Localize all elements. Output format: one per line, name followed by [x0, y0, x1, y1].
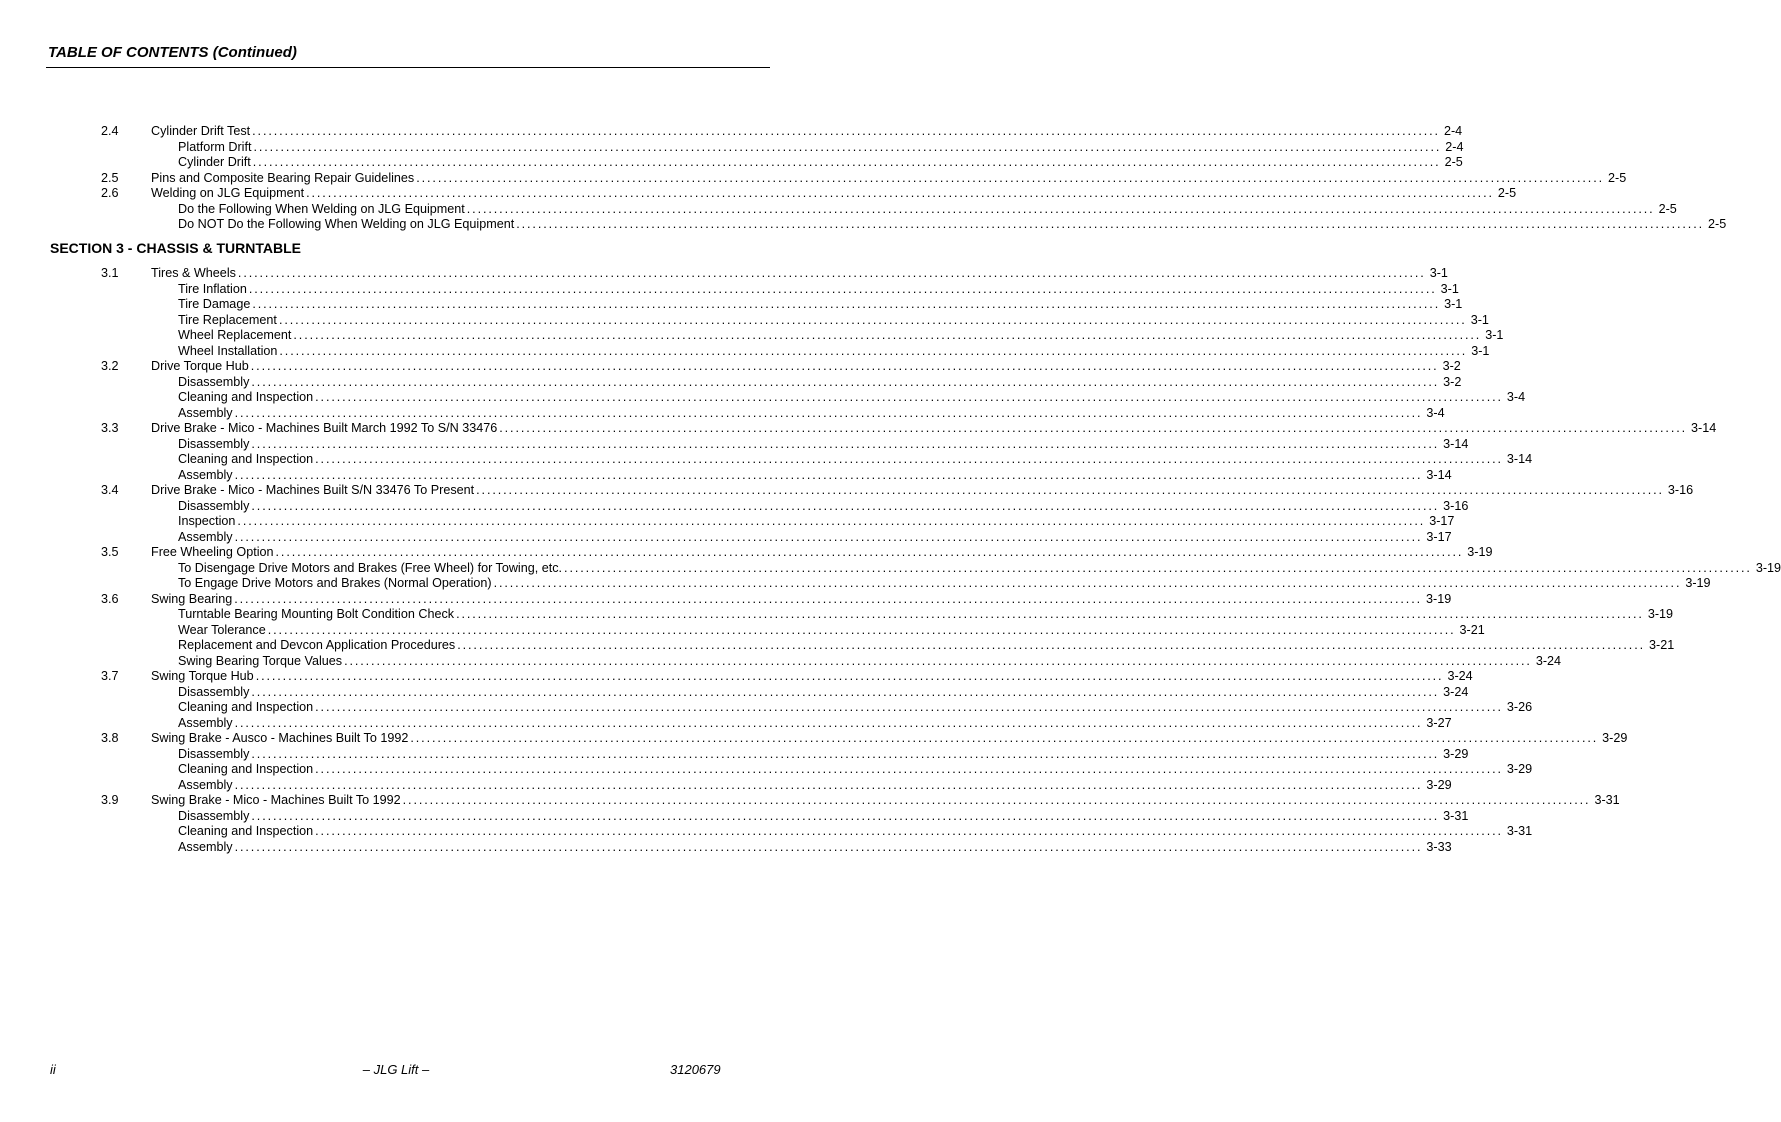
toc-entry-link[interactable] — [178, 405, 1445, 422]
toc-entry-page: 3-1 — [1440, 281, 1459, 296]
toc-entry-title: Cylinder Drift — [178, 155, 251, 169]
toc-entry — [0, 312, 1489, 329]
toc-dot-leader: ............................................................................................................................................................................................................................ — [234, 529, 1423, 544]
toc-entry-link[interactable] — [151, 359, 1461, 375]
toc-entry-link[interactable] — [178, 777, 1452, 794]
toc-dot-leader: ............................................................................................................................................................................................................................ — [234, 839, 1423, 854]
toc-entry-link[interactable] — [178, 217, 1727, 233]
toc-entry-link[interactable] — [178, 560, 1781, 577]
toc-entry — [0, 777, 1452, 794]
toc-entry-link[interactable] — [151, 124, 1463, 140]
toc-entry-page: 3-19 — [1755, 560, 1781, 575]
toc-entry — [0, 201, 1677, 218]
toc-entry-number: 3.8 — [101, 731, 119, 745]
toc-entry — [0, 731, 1628, 747]
toc-entry-title: Drive Brake - Mico - Machines Built S/N 33476 To Present — [151, 483, 475, 497]
toc-entry-title: Swing Torque Hub — [151, 669, 254, 683]
toc-entry — [0, 684, 1469, 701]
toc-entry-number: 3.9 — [101, 793, 119, 807]
toc-entry-page: 3-17 — [1429, 514, 1455, 528]
toc-entry-page: 2-4 — [1443, 124, 1463, 138]
toc-entry — [0, 390, 1526, 406]
toc-entry-link[interactable] — [178, 622, 1485, 639]
toc-entry-link[interactable] — [178, 374, 1462, 391]
toc-dot-leader: ............................................................................................................................................................................................................................ — [516, 217, 1705, 231]
toc-entry-link[interactable] — [178, 155, 1463, 171]
toc-entry — [0, 653, 1562, 670]
toc-entry — [0, 124, 1463, 140]
toc-entry-page: 3-14 — [1426, 467, 1452, 482]
toc-dot-leader: ............................................................................................................................................................................................................................ — [344, 653, 1532, 668]
section-heading: SECTION 3 - CHASSIS & TURNTABLE — [50, 240, 301, 256]
toc-entry-page: 2-5 — [1658, 201, 1677, 216]
toc-entry — [0, 560, 1781, 577]
toc-entry-title: Do NOT Do the Following When Welding on JLG Equipment — [178, 217, 515, 231]
toc-entry-number: 3.3 — [101, 421, 119, 435]
toc-entry-page: 3-1 — [1471, 343, 1490, 358]
toc-entry — [0, 529, 1452, 546]
toc-entry-page: 3-26 — [1506, 700, 1533, 714]
toc-entry — [0, 498, 1469, 515]
toc-entry-page: 3-1 — [1444, 297, 1463, 311]
toc-entry-title: Disassembly — [178, 746, 250, 761]
toc-entry-number: 2.5 — [101, 170, 119, 185]
toc-entry-link[interactable] — [178, 808, 1469, 825]
toc-entry-page: 3-31 — [1506, 824, 1533, 838]
toc-entry-link[interactable] — [151, 591, 1452, 608]
toc-entry — [0, 170, 1627, 187]
toc-entry-page: 3-1 — [1429, 266, 1448, 280]
toc-entry — [0, 281, 1459, 298]
toc-dot-leader: ............................................................................................................................................................................................................................ — [251, 808, 1440, 823]
toc-entry-page: 3-24 — [1447, 669, 1473, 683]
toc-entry — [0, 217, 1727, 233]
toc-entry-title: Swing Brake - Ausco - Machines Built To 1992 — [151, 731, 409, 745]
toc-dot-leader: ............................................................................................................................................................................................................................ — [315, 452, 1503, 466]
toc-entry-link[interactable] — [151, 186, 1517, 202]
toc-dot-leader: ............................................................................................................................................................................................................................ — [275, 545, 1464, 559]
toc-entry-page: 3-14 — [1506, 452, 1533, 466]
toc-entry-link[interactable] — [178, 514, 1455, 530]
toc-dot-leader: ............................................................................................................................................................................................................................ — [234, 405, 1423, 420]
toc-entry-page: 3-29 — [1602, 731, 1628, 745]
toc-entry-page: 3-21 — [1649, 638, 1675, 652]
toc-dot-leader: ............................................................................................................................................................................................................................ — [251, 498, 1440, 513]
toc-entry — [0, 297, 1463, 313]
toc-entry-title: Pins and Composite Bearing Repair Guidelines — [151, 170, 415, 185]
toc-entry-title: Assembly — [178, 467, 233, 482]
toc-entry-page: 3-29 — [1426, 777, 1452, 792]
toc-entry-link[interactable] — [178, 452, 1533, 468]
toc-entry-link[interactable] — [178, 201, 1677, 218]
toc-entry — [0, 762, 1533, 778]
toc-dot-leader: ............................................................................................................................................................................................................................ — [253, 139, 1442, 154]
toc-dot-leader: ............................................................................................................................................................................................................................ — [410, 731, 1599, 745]
toc-entry-title: Assembly — [178, 529, 233, 544]
toc-entry-link[interactable] — [178, 498, 1469, 515]
toc-entry-page: 3-16 — [1443, 498, 1469, 513]
toc-dot-leader: ............................................................................................................................................................................................................................ — [250, 359, 1439, 373]
toc-entry — [0, 359, 1461, 375]
toc-entry-title: Disassembly — [178, 808, 250, 823]
toc-entry — [0, 824, 1533, 840]
toc-entry-page: 3-19 — [1647, 607, 1674, 621]
toc-entry-page: 3-33 — [1426, 839, 1452, 854]
page-header-title: TABLE OF CONTENTS (Continued) — [48, 44, 297, 61]
toc-entry-link[interactable] — [178, 312, 1489, 329]
toc-entry-link[interactable] — [178, 529, 1452, 546]
toc-entry-page: 2-5 — [1608, 170, 1627, 185]
toc-entry-title: Turntable Bearing Mounting Bolt Condition Check — [178, 607, 455, 621]
toc-entry-title: Replacement and Devcon Application Procedures — [178, 638, 456, 652]
toc-dot-leader: ............................................................................................................................................................................................................................ — [237, 266, 1426, 280]
toc-entry-title: Cleaning and Inspection — [178, 700, 314, 714]
toc-entry — [0, 700, 1533, 716]
toc-entry-title: Tire Inflation — [178, 281, 247, 296]
toc-entry-link[interactable] — [178, 139, 1464, 156]
toc-entry-link[interactable] — [178, 762, 1533, 778]
toc-entry-link[interactable] — [151, 266, 1448, 282]
toc-dot-leader: ............................................................................................................................................................................................................................ — [315, 700, 1503, 714]
toc-entry-title: Welding on JLG Equipment — [151, 186, 305, 200]
toc-dot-leader: ............................................................................................................................................................................................................................ — [252, 124, 1440, 138]
toc-dot-leader: ............................................................................................................................................................................................................................ — [315, 762, 1503, 776]
toc-entry-page: 3-2 — [1443, 374, 1462, 389]
toc-entry-page: 2-5 — [1497, 186, 1517, 200]
toc-entry-page: 3-16 — [1667, 483, 1694, 497]
toc-entry-page: 3-19 — [1426, 591, 1452, 606]
toc-entry-link[interactable] — [178, 715, 1452, 732]
toc-entry — [0, 436, 1469, 453]
toc-entry-link[interactable] — [178, 653, 1562, 670]
toc-entry-title: Assembly — [178, 715, 233, 730]
toc-entry-title: Disassembly — [178, 498, 250, 513]
toc-dot-leader: ............................................................................................................................................................................................................................ — [466, 201, 1655, 216]
toc-entry-page: 3-27 — [1426, 715, 1452, 730]
toc-entry-link[interactable] — [178, 607, 1674, 623]
toc-entry-link[interactable] — [151, 170, 1627, 187]
toc-entry-page: 3-24 — [1535, 653, 1562, 668]
toc-entry-link[interactable] — [178, 343, 1490, 360]
toc-entry — [0, 266, 1448, 282]
toc-dot-leader: ............................................................................................................................................................................................................................ — [279, 343, 1468, 358]
toc-entry — [0, 514, 1455, 530]
toc-entry-number: 3.2 — [101, 359, 119, 373]
toc-entry-link[interactable] — [151, 793, 1620, 809]
toc-entry — [0, 483, 1694, 499]
toc-list-section-2 — [0, 124, 1727, 233]
toc-entry-link[interactable] — [178, 281, 1459, 298]
toc-entry-number: 2.4 — [101, 124, 119, 138]
toc-entry-page: 3-4 — [1426, 405, 1445, 420]
toc-entry-title: Tire Damage — [178, 297, 251, 311]
toc-entry-link[interactable] — [151, 669, 1473, 685]
toc-entry-title: Disassembly — [178, 436, 250, 451]
toc-entry — [0, 467, 1452, 484]
toc-entry — [0, 638, 1675, 654]
toc-entry — [0, 715, 1452, 732]
toc-entry-page: 3-31 — [1443, 808, 1469, 823]
toc-entry-page: 3-24 — [1443, 684, 1469, 699]
toc-entry-link[interactable] — [178, 328, 1504, 344]
toc-entry-link[interactable] — [178, 824, 1533, 840]
toc-entry — [0, 591, 1452, 608]
toc-entry-title: To Engage Drive Motors and Brakes (Normal Operation) — [178, 576, 492, 590]
toc-entry — [0, 405, 1445, 422]
footer-center-title: – JLG Lift – — [362, 1062, 430, 1077]
toc-entry — [0, 545, 1493, 561]
toc-entry-page: 3-19 — [1685, 576, 1711, 590]
toc-entry — [0, 343, 1490, 360]
toc-dot-leader: ............................................................................................................................................................................................................................ — [564, 560, 1752, 575]
toc-entry-page: 3-19 — [1467, 545, 1493, 559]
toc-entry-link[interactable] — [151, 545, 1493, 561]
toc-entry-title: Swing Bearing Torque Values — [178, 653, 343, 668]
toc-entry — [0, 839, 1452, 856]
toc-entry-number: 3.4 — [101, 483, 119, 497]
toc-dot-leader: ............................................................................................................................................................................................................................ — [457, 638, 1646, 652]
toc-entry-page: 3-1 — [1470, 312, 1489, 327]
toc-entry-page: 3-14 — [1691, 421, 1717, 435]
toc-entry-page: 3-21 — [1459, 622, 1485, 637]
toc-entry-title: Drive Brake - Mico - Machines Built March 1992 To S/N 33476 — [151, 421, 498, 435]
toc-entry-title: Do the Following When Welding on JLG Equipment — [178, 201, 465, 216]
toc-entry-title: Cleaning and Inspection — [178, 452, 314, 466]
toc-entry-title: Assembly — [178, 777, 233, 792]
toc-entry-page: 3-17 — [1426, 529, 1452, 544]
toc-entry-title: Cleaning and Inspection — [178, 762, 314, 776]
toc-entry — [0, 139, 1464, 156]
toc-dot-leader: ............................................................................................................................................................................................................................ — [252, 155, 1441, 169]
toc-entry — [0, 374, 1462, 391]
footer-doc-number: 3120679 — [670, 1062, 721, 1077]
toc-entry-title: Platform Drift — [178, 139, 252, 154]
toc-entry-page: 2-5 — [1708, 217, 1727, 231]
toc-entry-title: Wear Tolerance — [178, 622, 266, 637]
toc-entry — [0, 622, 1485, 639]
toc-entry-title: Inspection — [178, 514, 236, 528]
header-rule — [46, 67, 770, 68]
toc-entry-page: 3-29 — [1506, 762, 1533, 776]
toc-entry — [0, 155, 1463, 171]
toc-dot-leader: ............................................................................................................................................................................................................................ — [251, 746, 1440, 761]
toc-entry-link[interactable] — [178, 467, 1452, 484]
toc-entry-title: Free Wheeling Option — [151, 545, 274, 559]
toc-entry-page: 3-29 — [1443, 746, 1469, 761]
toc-dot-leader: ............................................................................................................................................................................................................................ — [293, 328, 1482, 342]
toc-entry-title: Cylinder Drift Test — [151, 124, 251, 138]
toc-entry — [0, 607, 1674, 623]
toc-dot-leader: ............................................................................................................................................................................................................................ — [251, 374, 1440, 389]
toc-entry-title: Drive Torque Hub — [151, 359, 249, 373]
toc-entry-link[interactable] — [178, 746, 1469, 763]
toc-entry-page: 3-31 — [1594, 793, 1620, 807]
toc-dot-leader: ............................................................................................................................................................................................................................ — [255, 669, 1444, 683]
toc-entry-title: Cleaning and Inspection — [178, 824, 314, 838]
toc-entry-number: 3.6 — [101, 591, 119, 606]
toc-entry — [0, 746, 1469, 763]
toc-entry-link[interactable] — [151, 483, 1694, 499]
toc-dot-leader: ............................................................................................................................................................................................................................ — [234, 715, 1423, 730]
toc-dot-leader: ............................................................................................................................................................................................................................ — [315, 390, 1503, 404]
toc-dot-leader: ............................................................................................................................................................................................................................ — [476, 483, 1664, 497]
toc-entry — [0, 186, 1517, 202]
toc-entry-title: Swing Brake - Mico - Machines Built To 1992 — [151, 793, 401, 807]
toc-entry-title: Tires & Wheels — [151, 266, 236, 280]
toc-dot-leader: ............................................................................................................................................................................................................................ — [456, 607, 1644, 621]
toc-entry — [0, 421, 1717, 437]
toc-dot-leader: ............................................................................................................................................................................................................................ — [234, 777, 1423, 792]
toc-entry-link[interactable] — [178, 839, 1452, 856]
toc-entry-number: 3.1 — [101, 266, 119, 280]
toc-dot-leader: ............................................................................................................................................................................................................................ — [315, 824, 1503, 838]
toc-entry — [0, 452, 1533, 468]
toc-entry-number: 3.5 — [101, 545, 119, 559]
toc-entry-link[interactable] — [151, 421, 1717, 437]
toc-entry-number: 3.7 — [101, 669, 119, 683]
toc-entry-title: Disassembly — [178, 374, 250, 389]
toc-entry-title: Disassembly — [178, 684, 250, 699]
toc-entry-page: 3-14 — [1443, 436, 1469, 451]
toc-dot-leader: ............................................................................................................................................................................................................................ — [251, 436, 1440, 451]
toc-entry-title: Wheel Installation — [178, 343, 278, 358]
toc-entry-link[interactable] — [178, 684, 1469, 701]
toc-entry-page: 3-1 — [1485, 328, 1504, 342]
toc-entry — [0, 328, 1504, 344]
toc-dot-leader: ............................................................................................................................................................................................................................ — [248, 281, 1437, 296]
toc-dot-leader: ............................................................................................................................................................................................................................ — [278, 312, 1467, 327]
toc-entry-title: Tire Replacement — [178, 312, 277, 327]
footer-page-number: ii — [50, 1062, 56, 1077]
toc-entry-link[interactable] — [178, 576, 1711, 592]
toc-entry — [0, 576, 1711, 592]
toc-entry-number: 2.6 — [101, 186, 119, 200]
toc-entry-page: 2-5 — [1444, 155, 1463, 169]
toc-entry-page: 3-2 — [1442, 359, 1461, 373]
toc-dot-leader: ............................................................................................................................................................................................................................ — [493, 576, 1682, 590]
toc-dot-leader: ............................................................................................................................................................................................................................ — [402, 793, 1591, 807]
toc-dot-leader: ............................................................................................................................................................................................................................ — [237, 514, 1426, 528]
toc-entry — [0, 669, 1473, 685]
toc-entry-title: Swing Bearing — [151, 591, 233, 606]
toc-entry-link[interactable] — [178, 638, 1675, 654]
toc-list-section-3 — [0, 266, 1781, 855]
toc-entry-link[interactable] — [151, 731, 1628, 747]
toc-dot-leader: ............................................................................................................................................................................................................................ — [252, 297, 1441, 311]
toc-entry-title: Cleaning and Inspection — [178, 390, 314, 404]
toc-entry-link[interactable] — [178, 297, 1463, 313]
toc-entry-link[interactable] — [178, 700, 1533, 716]
toc-dot-leader: ............................................................................................................................................................................................................................ — [234, 467, 1423, 482]
toc-entry-title: Wheel Replacement — [178, 328, 292, 342]
toc-entry-title: Assembly — [178, 405, 233, 420]
toc-dot-leader: ............................................................................................................................................................................................................................ — [306, 186, 1494, 200]
toc-entry — [0, 808, 1469, 825]
toc-entry-title: To Disengage Drive Motors and Brakes (Free Wheel) for Towing, etc. — [178, 560, 563, 575]
toc-dot-leader: ............................................................................................................................................................................................................................ — [416, 170, 1604, 185]
toc-entry-page: 3-4 — [1506, 390, 1526, 404]
toc-entry — [0, 793, 1620, 809]
toc-entry-title: Assembly — [178, 839, 233, 854]
toc-dot-leader: ............................................................................................................................................................................................................................ — [234, 591, 1422, 606]
toc-entry-link[interactable] — [178, 436, 1469, 453]
toc-dot-leader: ............................................................................................................................................................................................................................ — [251, 684, 1440, 699]
toc-entry-link[interactable] — [178, 390, 1526, 406]
toc-entry-page: 2-4 — [1445, 139, 1464, 154]
toc-dot-leader: ............................................................................................................................................................................................................................ — [267, 622, 1456, 637]
toc-dot-leader: ............................................................................................................................................................................................................................ — [499, 421, 1688, 435]
